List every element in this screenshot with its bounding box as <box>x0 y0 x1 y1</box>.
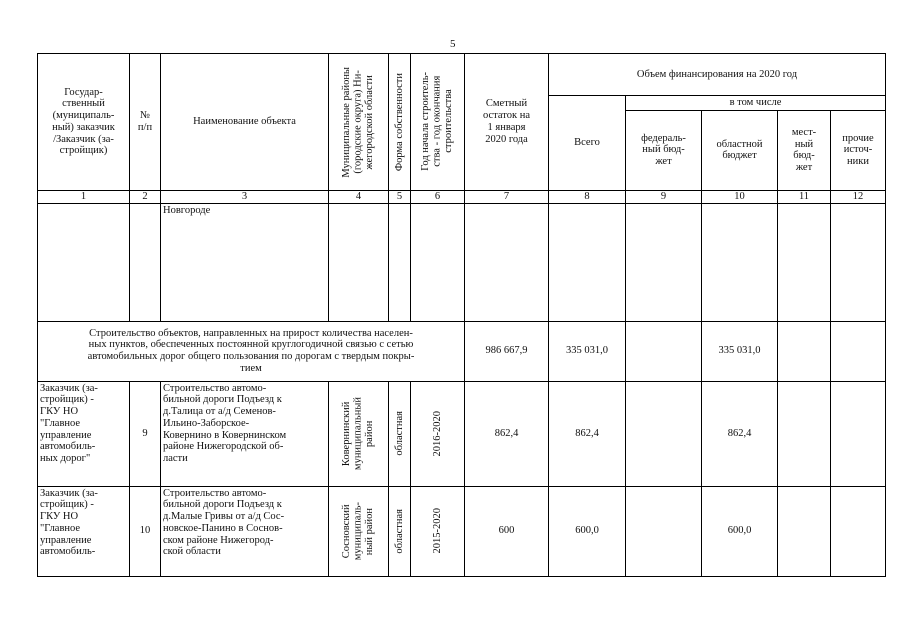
header-balance: Сметный остаток на 1 января 2020 года <box>465 54 549 191</box>
row-customer: Заказчик (за- стройщик) - ГКУ НО "Главное управление автомобиль- <box>38 486 130 576</box>
row-district: Ковернинский муниципальный район <box>329 381 389 486</box>
header-regional: областной бюджет <box>702 110 778 190</box>
col-number: 11 <box>778 190 831 203</box>
header-object-name: Наименование объекта <box>161 54 329 191</box>
header-ownership: Форма собственности <box>389 54 411 191</box>
col-number: 2 <box>130 190 161 203</box>
header-other: прочие источ- ники <box>831 110 886 190</box>
col-number: 4 <box>329 190 389 203</box>
row-years: 2015-2020 <box>411 486 465 576</box>
row-district: Сосновский муниципаль- ный район <box>329 486 389 576</box>
col-number: 3 <box>161 190 329 203</box>
col-number: 8 <box>549 190 626 203</box>
section-total: 335 031,0 <box>549 321 626 381</box>
page-number: 5 <box>450 38 456 50</box>
section-title: Строительство объектов, направленных на прирост количества населен- ных пунктов, обеспеченных постоянной круглогодичной связью с сетью автомобильных дорог общего пользования по дорогам с твердым покры- тием <box>38 321 465 381</box>
col-number: 12 <box>831 190 886 203</box>
row-ownership: областная <box>389 381 411 486</box>
header-total: Всего <box>549 96 626 191</box>
column-numbers-row <box>38 190 886 203</box>
section-row <box>38 321 886 381</box>
col-number: 7 <box>465 190 549 203</box>
table-row <box>38 381 886 486</box>
header-local: мест- ный бюд- жет <box>778 110 831 190</box>
col-number: 9 <box>626 190 702 203</box>
header-federal: федераль- ный бюд- жет <box>626 110 702 190</box>
row-balance: 862,4 <box>465 381 549 486</box>
col-number: 5 <box>389 190 411 203</box>
section-balance: 986 667,9 <box>465 321 549 381</box>
col-number: 6 <box>411 190 465 203</box>
header-num: № п/п <box>130 54 161 191</box>
row-object-name: Строительство автомо- бильной дороги Подъезд к д.Талица от а/д Семенов- Ильино-Заборское- Ковернино в Ковернинском районе Нижегородской об- ласти <box>161 381 329 486</box>
col-number: 10 <box>702 190 778 203</box>
row-regional: 862,4 <box>702 381 778 486</box>
row-num: 10 <box>130 486 161 576</box>
header-including: в том числе <box>626 96 886 111</box>
header-customer: Государ- ственный (муниципаль- ный) заказчик /Заказчик (за- стройщик) <box>38 54 130 191</box>
financing-table <box>37 53 886 577</box>
section-regional: 335 031,0 <box>702 321 778 381</box>
continuation-row <box>38 203 886 321</box>
row-object-name: Строительство автомо- бильной дороги Подъезд к д.Малые Гривы от а/д Сос- новское-Панино в Соснов- ском районе Нижегород- ской области <box>161 486 329 576</box>
row-customer: Заказчик (за- стройщик) - ГКУ НО "Главное управление автомобиль- ных дорог" <box>38 381 130 486</box>
row-years: 2016-2020 <box>411 381 465 486</box>
row-total: 600,0 <box>549 486 626 576</box>
row-total: 862,4 <box>549 381 626 486</box>
header-financing: Объем финансирования на 2020 год <box>549 54 886 96</box>
row-balance: 600 <box>465 486 549 576</box>
table-row <box>38 486 886 576</box>
col-number: 1 <box>38 190 130 203</box>
row-regional: 600,0 <box>702 486 778 576</box>
header-years: Год начала строитель- ства - год окончания строительства <box>411 54 465 191</box>
row-ownership: областная <box>389 486 411 576</box>
header-district: Муниципальные районы (городские округа) Ни- жегородской области <box>329 54 389 191</box>
row-num: 9 <box>130 381 161 486</box>
continuation-object-name: Новгороде <box>161 203 329 321</box>
